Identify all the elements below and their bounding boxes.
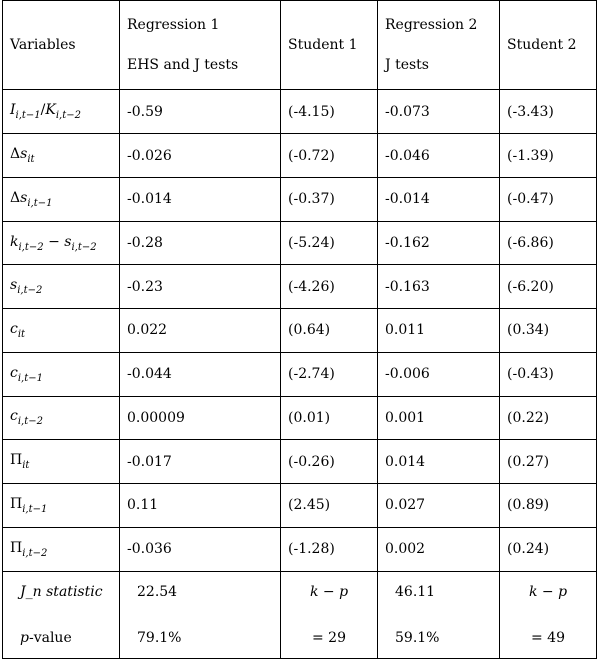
jn-statistic-label: J_n statistic (20, 583, 103, 600)
header-regression-2-title: Regression 2 (385, 17, 478, 34)
regression-2-p-value: 59.1% (395, 629, 440, 646)
p-value-label: p-value (20, 629, 72, 646)
regression-1-p-value: 79.1% (137, 629, 182, 646)
table-row (3, 527, 597, 571)
table-row (3, 309, 597, 353)
student-2-degrees: = 49 (531, 629, 565, 646)
student-2-t-stat: (0.24) (500, 527, 597, 571)
regression-2-coefficient: -0.006 (378, 352, 500, 396)
student-1-t-stat: (-4.15) (281, 90, 378, 134)
student-2-t-stat: (-6.86) (500, 221, 597, 265)
student-1-t-stat: (-0.26) (281, 440, 378, 484)
variable-cell: $\Delta s_{i,t-1}$ (3, 177, 120, 221)
regression-2-jn-statistic: 46.11 (395, 583, 436, 600)
table-row (3, 90, 597, 134)
student-1-t-stat: (0.01) (281, 396, 378, 440)
regression-1-coefficient: 0.11 (120, 483, 281, 527)
header-student-2: Student 2 (500, 1, 597, 90)
student-2-t-stat: (-0.43) (500, 352, 597, 396)
regression-2-coefficient: 0.014 (378, 440, 500, 484)
header-regression-1-subtitle: EHS and J tests (127, 57, 239, 74)
header-regression-1 (120, 1, 281, 90)
table-row (3, 221, 597, 265)
regression-2-coefficient: -0.162 (378, 221, 500, 265)
student-1-t-stat: (-2.74) (281, 352, 378, 396)
table-row (3, 352, 597, 396)
student-2-t-stat: (0.27) (500, 440, 597, 484)
regression-1-coefficient: -0.23 (120, 265, 281, 309)
variable-cell: $\Pi_{i,t-2}$ (3, 527, 120, 571)
table-row (3, 134, 597, 178)
student-2-t-stat: (-0.47) (500, 177, 597, 221)
variable-cell: $c_{i,t-2}$ (3, 396, 120, 440)
regression-2-coefficient: 0.027 (378, 483, 500, 527)
table-row (3, 265, 597, 309)
footer-student-1 (281, 571, 378, 658)
footer-row (3, 571, 597, 658)
student-2-t-stat: (-6.20) (500, 265, 597, 309)
regression-2-coefficient: 0.001 (378, 396, 500, 440)
variable-cell: $\Pi_{i,t-1}$ (3, 483, 120, 527)
student-1-t-stat: (-0.37) (281, 177, 378, 221)
regression-2-coefficient: 0.011 (378, 309, 500, 353)
header-regression-2-subtitle: J tests (385, 57, 429, 74)
header-row (3, 1, 597, 90)
header-regression-1-title: Regression 1 (127, 17, 220, 34)
header-variables: Variables (3, 1, 120, 90)
header-student-1: Student 1 (281, 1, 378, 90)
regression-1-coefficient: -0.59 (120, 90, 281, 134)
regression-1-coefficient: -0.017 (120, 440, 281, 484)
regression-2-coefficient: -0.046 (378, 134, 500, 178)
student-1-degrees: = 29 (312, 629, 346, 646)
variable-cell: $\Delta s_{it}$ (3, 134, 120, 178)
regression-1-jn-statistic: 22.54 (137, 583, 178, 600)
variable-cell: $\Pi_{it}$ (3, 440, 120, 484)
student-1-k-minus-p: k − p (309, 583, 349, 600)
regression-1-coefficient: -0.28 (120, 221, 281, 265)
table-row (3, 440, 597, 484)
student-1-t-stat: (2.45) (281, 483, 378, 527)
regression-1-coefficient: -0.036 (120, 527, 281, 571)
regression-1-coefficient: 0.00009 (120, 396, 281, 440)
regression-results-table (2, 0, 597, 659)
variable-cell: $c_{it}$ (3, 309, 120, 353)
variable-cell: $k_{i,t-2} - s_{i,t-2}$ (3, 221, 120, 265)
regression-1-coefficient: -0.014 (120, 177, 281, 221)
student-2-t-stat: (0.89) (500, 483, 597, 527)
student-2-t-stat: (0.22) (500, 396, 597, 440)
footer-student-2 (500, 571, 597, 658)
regression-2-coefficient: -0.163 (378, 265, 500, 309)
student-1-t-stat: (0.64) (281, 309, 378, 353)
student-2-k-minus-p: k − p (528, 583, 568, 600)
student-2-t-stat: (-1.39) (500, 134, 597, 178)
footer-regression-2 (378, 571, 500, 658)
footer-regression-1 (120, 571, 281, 658)
footer-labels (3, 571, 120, 658)
regression-2-coefficient: -0.014 (378, 177, 500, 221)
student-1-t-stat: (-5.24) (281, 221, 378, 265)
table-row (3, 396, 597, 440)
variable-cell: $c_{i,t-1}$ (3, 352, 120, 396)
regression-1-coefficient: -0.026 (120, 134, 281, 178)
student-2-t-stat: (-3.43) (500, 90, 597, 134)
regression-1-coefficient: -0.044 (120, 352, 281, 396)
student-1-t-stat: (-0.72) (281, 134, 378, 178)
regression-1-coefficient: 0.022 (120, 309, 281, 353)
header-regression-2 (378, 1, 500, 90)
regression-2-coefficient: 0.002 (378, 527, 500, 571)
student-1-t-stat: (-4.26) (281, 265, 378, 309)
student-2-t-stat: (0.34) (500, 309, 597, 353)
variable-cell: $s_{i,t-2}$ (3, 265, 120, 309)
regression-2-coefficient: -0.073 (378, 90, 500, 134)
table-row (3, 177, 597, 221)
variable-cell: $I_{i,t-1}/K_{i,t-2}$ (3, 90, 120, 134)
table-row (3, 483, 597, 527)
student-1-t-stat: (-1.28) (281, 527, 378, 571)
